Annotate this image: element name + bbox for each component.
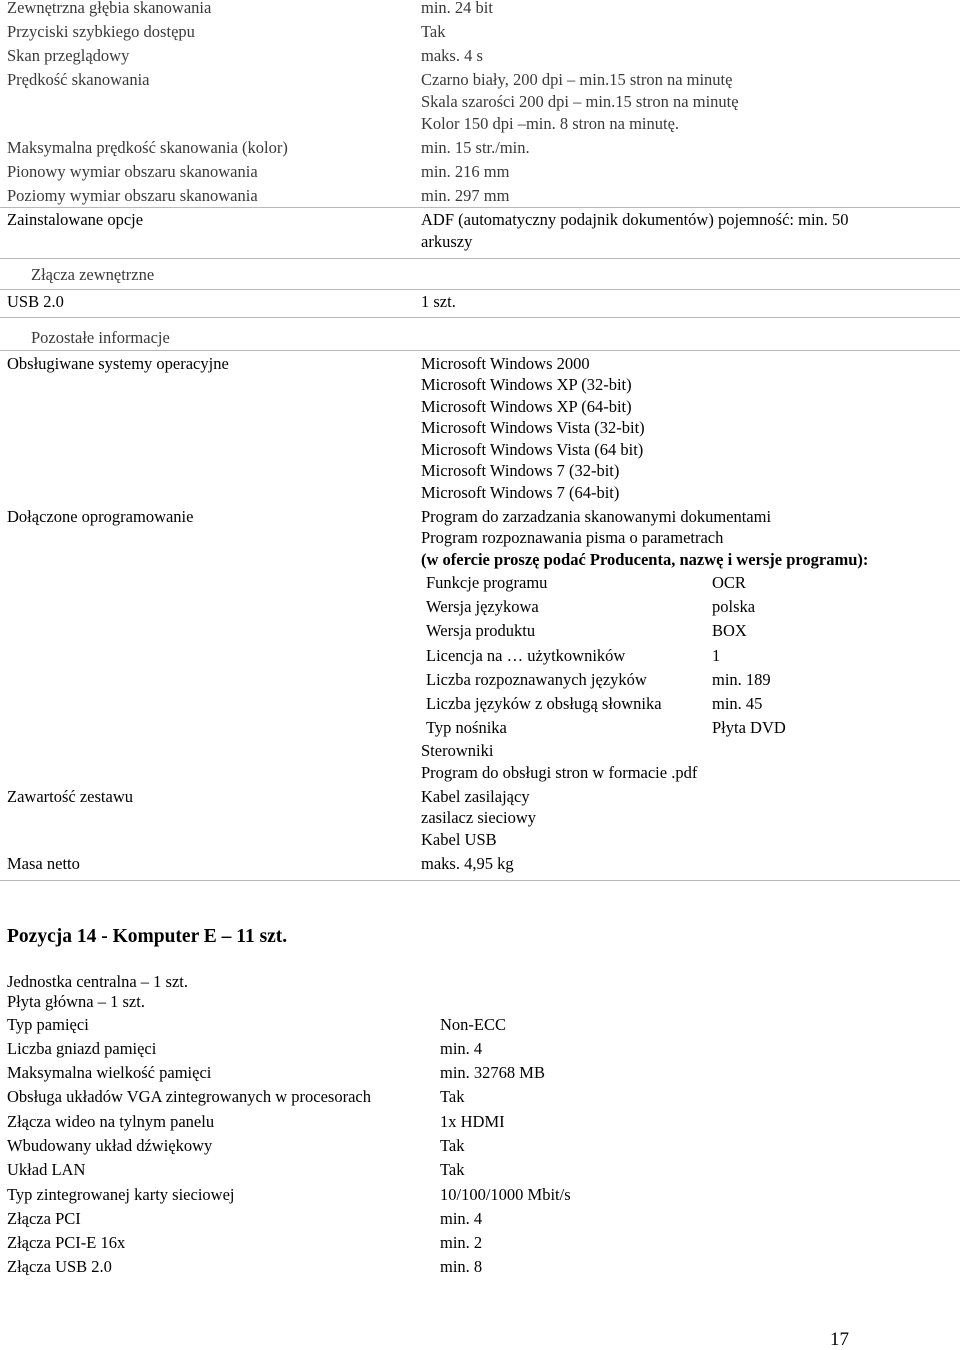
spec-value: 10/100/1000 Mbit/s <box>440 1185 571 1204</box>
spec-value: Tak <box>440 1087 465 1106</box>
spec-label: Układ LAN <box>7 1160 86 1179</box>
spec-label: Prędkość skanowania <box>7 70 150 89</box>
section-header-external-ports: Złącza zewnętrzne <box>31 265 155 284</box>
row-divider <box>0 317 960 318</box>
software-param-value: 1 <box>712 646 721 665</box>
software-param-value: polska <box>712 597 756 616</box>
intro-line: Jednostka centralna – 1 szt. <box>7 972 188 991</box>
software-param-value: min. 45 <box>712 694 763 713</box>
spec-label: Złącza USB 2.0 <box>7 1257 112 1276</box>
installed-options-value: ADF (automatyczny podajnik dokumentów) pojemność: min. 50 <box>421 210 849 229</box>
spec-value: Czarno biały, 200 dpi – min.15 stron na minutę <box>421 70 733 89</box>
software-extra: Sterowniki <box>421 741 494 760</box>
software-bold-note: (w ofercie proszę podać Producenta, nazwę i wersje programu): <box>421 550 869 569</box>
spec-label: Typ zintegrowanej karty sieciowej <box>7 1185 235 1204</box>
spec-value: 1x HDMI <box>440 1112 505 1131</box>
spec-value: Kolor 150 dpi –min. 8 stron na minutę. <box>421 114 680 133</box>
os-item: Microsoft Windows Vista (64 bit) <box>421 440 644 459</box>
software-param-value: BOX <box>712 621 747 640</box>
software-line: Program rozpoznawania pisma o parametrach <box>421 528 724 547</box>
spec-label: Skan przeglądowy <box>7 46 130 65</box>
spec-label: Maksymalna wielkość pamięci <box>7 1063 212 1082</box>
row-divider <box>0 289 960 290</box>
spec-value: min. 2 <box>440 1233 483 1252</box>
page-number: 17 <box>830 1329 849 1350</box>
software-param-name: Funkcje programu <box>426 573 548 592</box>
spec-label: Złącza PCI-E 16x <box>7 1233 126 1252</box>
spec-label: Obsługa układów VGA zintegrowanych w procesorach <box>7 1087 371 1106</box>
spec-value: Non-ECC <box>440 1015 506 1034</box>
software-param-name: Liczba języków z obsługą słownika <box>426 694 662 713</box>
spec-value: Tak <box>421 22 446 41</box>
os-label: Obsługiwane systemy operacyjne <box>7 354 229 373</box>
spec-value: min. 297 mm <box>421 186 510 205</box>
spec-label: Zewnętrzna głębia skanowania <box>7 0 212 17</box>
software-param-name: Wersja produktu <box>426 621 536 640</box>
position-title: Pozycja 14 - Komputer E – 11 szt. <box>7 926 288 947</box>
os-item: Microsoft Windows XP (32-bit) <box>421 375 632 394</box>
row-divider <box>0 258 960 259</box>
contents-item: Kabel zasilający <box>421 787 530 806</box>
spec-label: Pionowy wymiar obszaru skanowania <box>7 162 258 181</box>
row-divider <box>0 350 960 351</box>
usb-value: 1 szt. <box>421 292 456 311</box>
spec-label: Liczba gniazd pamięci <box>7 1039 157 1058</box>
software-param-value: OCR <box>712 573 746 592</box>
spec-value: min. 8 <box>440 1257 483 1276</box>
contents-label: Zawartość zestawu <box>7 787 133 806</box>
section-header-other-info: Pozostałe informacje <box>31 328 170 347</box>
usb-label: USB 2.0 <box>7 292 64 311</box>
spec-value: Tak <box>440 1136 465 1155</box>
spec-label: Poziomy wymiar obszaru skanowania <box>7 186 258 205</box>
software-param-name: Wersja językowa <box>426 597 539 616</box>
row-divider <box>0 880 960 881</box>
software-param-name: Liczba rozpoznawanych języków <box>426 670 647 689</box>
spec-label: Przyciski szybkiego dostępu <box>7 22 195 41</box>
contents-item: zasilacz sieciowy <box>421 808 536 827</box>
spec-value: Tak <box>440 1160 465 1179</box>
spec-label: Typ pamięci <box>7 1015 89 1034</box>
spec-value: Skala szarości 200 dpi – min.15 stron na minutę <box>421 92 739 111</box>
software-extra: Program do obsługi stron w formacie .pdf <box>421 763 698 782</box>
spec-label: Maksymalna prędkość skanowania (kolor) <box>7 138 288 157</box>
os-item: Microsoft Windows Vista (32-bit) <box>421 418 645 437</box>
spec-value: min. 4 <box>440 1209 483 1228</box>
spec-label: Złącza wideo na tylnym panelu <box>7 1112 215 1131</box>
contents-item: Kabel USB <box>421 830 497 849</box>
spec-label: Złącza PCI <box>7 1209 81 1228</box>
weight-label: Masa netto <box>7 854 80 873</box>
software-param-value: min. 189 <box>712 670 771 689</box>
row-divider <box>0 207 960 208</box>
spec-value: min. 15 str./min. <box>421 138 530 157</box>
os-item: Microsoft Windows 7 (64-bit) <box>421 483 620 502</box>
software-line: Program do zarzadzania skanowanymi dokumentami <box>421 507 772 526</box>
installed-options-label: Zainstalowane opcje <box>7 210 144 229</box>
software-param-value: Płyta DVD <box>712 718 786 737</box>
spec-label: Wbudowany układ dźwiękowy <box>7 1136 213 1155</box>
os-item: Microsoft Windows 2000 <box>421 354 590 373</box>
os-item: Microsoft Windows 7 (32-bit) <box>421 461 620 480</box>
weight-value: maks. 4,95 kg <box>421 854 514 873</box>
installed-options-value: arkuszy <box>421 232 473 251</box>
software-label: Dołączone oprogramowanie <box>7 507 194 526</box>
spec-value: min. 216 mm <box>421 162 510 181</box>
spec-value: min. 32768 MB <box>440 1063 545 1082</box>
spec-value: min. 24 bit <box>421 0 493 17</box>
os-item: Microsoft Windows XP (64-bit) <box>421 397 632 416</box>
spec-value: maks. 4 s <box>421 46 483 65</box>
intro-line: Płyta główna – 1 szt. <box>7 992 145 1011</box>
software-param-name: Typ nośnika <box>426 718 507 737</box>
spec-value: min. 4 <box>440 1039 483 1058</box>
software-param-name: Licencja na … użytkowników <box>426 646 626 665</box>
